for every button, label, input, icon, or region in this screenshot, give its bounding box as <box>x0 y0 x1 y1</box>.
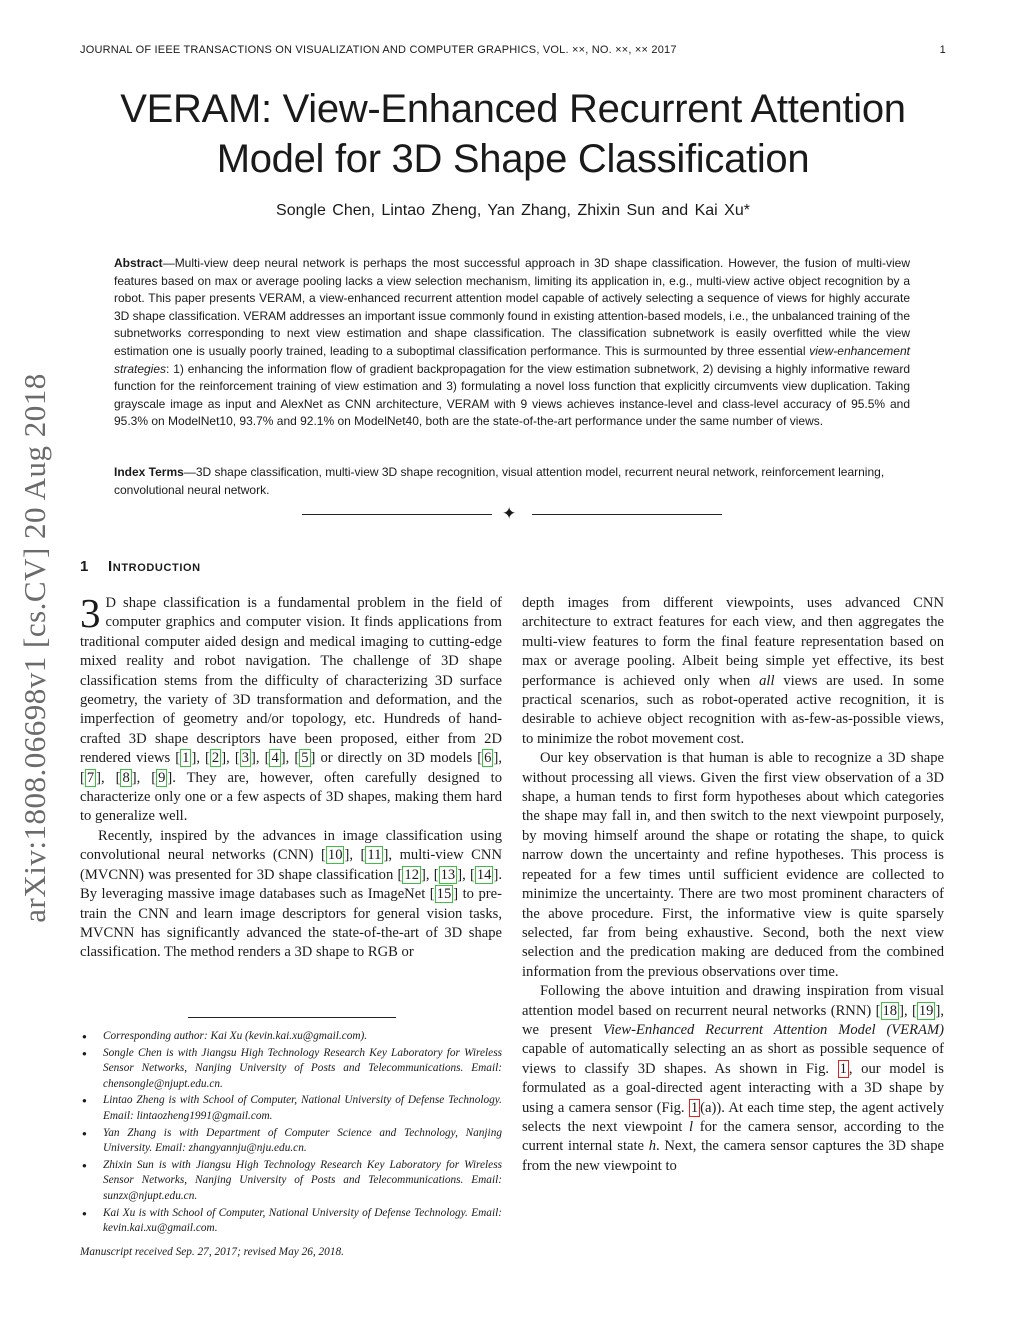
citation-link[interactable]: 14 <box>476 866 492 883</box>
dropcap: 3 <box>80 590 101 636</box>
running-header <box>80 44 946 56</box>
footnote-item: ● Kai Xu is with School of Computer, National University of Defense Technology. Email: kevin.kai.xu@gmail.com. <box>80 1206 502 1237</box>
arxiv-identifier[interactable]: arXiv:1808.06698v1 [cs.CV] 20 Aug 2018 <box>17 373 52 923</box>
abstract-emphasis: view-enhancement strategies <box>114 343 910 376</box>
index-terms-text: —3D shape classification, multi-view 3D shape recognition, visual attention model, recurrent neural network, reinforcement learning, convolutional neural network. <box>114 465 885 497</box>
citation-link[interactable]: 13 <box>440 866 456 883</box>
abstract <box>114 255 910 431</box>
footnote-item: ● Songle Chen is with Jiangsu High Technology Research Key Laboratory for Wireless Sensor Networks, Nanjing University of Posts and Telecommunications. Email: chensongle@njupt.edu.cn. <box>80 1046 502 1093</box>
footnotes <box>80 1029 502 1260</box>
author-list: Songle Chen, Lintao Zheng, Yan Zhang, Zhixin Sun and Kai Xu* <box>276 202 750 219</box>
footnote-item: ● Corresponding author: Kai Xu (kevin.kai.xu@gmail.com). <box>80 1029 502 1045</box>
section-heading <box>80 558 201 575</box>
right-column <box>522 594 944 1176</box>
citation-link[interactable]: 9 <box>158 769 166 786</box>
math-variable: l <box>689 1118 694 1135</box>
intro-text: capable of automatically selecting an as short as possible sequence of views to classify 3D shapes. As shown in Fig. <box>522 1041 944 1077</box>
intro-text: . Next, the camera sensor captures the 3D shape from the new viewpoint to <box>522 1138 944 1174</box>
index-terms <box>114 464 910 499</box>
intro-paragraph-5: Following the above intuition and drawing inspiration from visual attention model based on recurrent neural networks (RNN) [ 18 ], [ 19 ], we present View-Enhanced Recurrent Attention Model (VERAM) capable of automatically selecting an as short as possible sequence of views to classify 3D shapes. As shown in Fig. 1 , our model is formulated as a goal-directed agent interacting with a 3D shape by using a camera sensor (Fig. 1 (a)). At each time step, the agent actively selects the next viewpoint l for the camera sensor, according to the current internal state h. Next, the camera sensor captures the 3D shape from the new viewpoint to <box>522 983 945 1174</box>
intro-paragraph-2: Recently, inspired by the advances in image classification using convolutional neural networks (CNN) [ 10 ], [ 11 ], multi-view CNN (MVCNN) was presented for 3D shape classification [ 12 ], [ 13 ], [ 14 ]. By leveraging massive image databases such as ImageNet [ 15 ] to pre-train the CNN and learn image descriptors for general vision tasks, MVCNN has significantly advanced the state-of-the-art of 3D shape classification. The method renders a 3D shape to RGB or <box>80 827 502 961</box>
figure-link[interactable]: 1 <box>839 1060 847 1077</box>
intro-text: Recently, inspired by the advances in image classification using convolutional neural networks (CNN) <box>80 827 502 864</box>
intro-text: , our model is formulated as a goal-directed agent interacting with a 3D shape by using a camera sensor (Fig. <box>522 1060 944 1116</box>
citation-link[interactable]: 19 <box>918 1002 934 1019</box>
citation-link[interactable]: 4 <box>271 750 279 767</box>
divider-line-left <box>302 514 492 515</box>
emphasis: View-Enhanced Recurrent Attention Model (VERAM) <box>603 1021 944 1038</box>
section-divider <box>302 505 722 525</box>
intro-paragraph-4: Our key observation is that human is able to recognize a 3D shape without processing all views. Given the first view observation of a 3D shape, a human tends to first form hypotheses about which categories the shape may fall in, and then switch to the next viewpoint purposely, by moving himself around the shape or rotating the shape, to quick narrow down the uncertainty and refine hypotheses. This process is repeated for a few times until sufficient evidence are collected to minimize the uncertainty. There are two most prominent characters of the above procedure. First, the informative view is quite sparsely selected, far from being exhaustive. Second, both the next view selection and the predication making are deduced from the combined information from the previous observations over time. <box>522 750 944 980</box>
intro-text: for the camera sensor, according to the current internal state <box>522 1118 944 1155</box>
math-variable: h <box>648 1138 657 1155</box>
citation-link[interactable]: 1 <box>182 750 190 767</box>
intro-text: (a)). At each time step, the agent actively selects the next viewpoint <box>522 1099 945 1135</box>
index-terms-label: Index Terms <box>114 465 184 479</box>
footnote-item: ● Zhixin Sun is with Jiangsu High Technology Research Key Laboratory for Wireless Sensor Networks, Nanjing University of Posts and Telecommunications. Email: sunzx@njupt.edu.cn. <box>80 1158 502 1205</box>
abstract-label: Abstract <box>114 256 163 270</box>
citation-link[interactable]: 15 <box>436 886 452 903</box>
intro-text: , multi-view CNN (MVCNN) was presented for 3D shape classification <box>80 847 502 883</box>
emphasis: all <box>759 672 775 689</box>
intro-text: views are used. In some practical scenarios, such as robot-operated active recognition, it is desirable to achieve object recognition with as-few-as-possible views, to minimize the robot movement cost. <box>522 672 944 747</box>
intro-text: D shape classification is a fundamental problem in the field of computer graphics and computer vision. It finds applications from traditional computer aided design and medical imaging to cutting-edge mixed reality and robot navigation. The challenge of 3D shape classification stems from the difficulty of characterizing 3D surface geometry, the variety of 3D transformation and deformation, and the imperfection of geometry and/or topology, etc. Hundreds of hand-crafted 3D shape descriptors have been proposed, either from 2D rendered views <box>80 595 502 767</box>
divider-star-icon: ✦ <box>502 504 517 524</box>
left-column <box>80 590 502 963</box>
abstract-text-1: —Multi-view deep neural network is perhaps the most successful approach in 3D shape classification. However, the fusion of multi-view features based on max or average pooling lacks a view selection mechanism, limiting its application in, e.g., multi-view active object recognition by a robot. This paper presents VERAM, a view-enhanced recurrent attention model capable of actively selecting a sequence of views for highly accurate 3D shape classification. VERAM addresses an important issue commonly found in existing attention-based models, i.e., the unbalanced training of the subnetworks corresponding to next view estimation and shape classification. The classification subnetwork is easily overfitted while the view estimation one is usually poorly trained, leading to a suboptimal classification performance. This is surmounted by three essential <box>114 256 910 358</box>
footnote-rule <box>188 1017 396 1018</box>
journal-name: JOURNAL OF IEEE TRANSACTIONS ON VISUALIZATION AND COMPUTER GRAPHICS, VOL. ××, NO. ××, ×× 2017 <box>80 44 677 56</box>
intro-text: Following the above intuition and drawing inspiration from visual attention model based on recurrent neural networks (RNN) <box>522 983 944 1019</box>
citation-link[interactable]: 7 <box>86 769 95 786</box>
section-number: 1 <box>80 558 89 575</box>
intro-text: . By leveraging massive image databases such as ImageNet <box>80 866 502 903</box>
intro-paragraph-1: 3 D shape classification is a fundamental problem in the field of computer graphics and computer vision. It finds applications from traditional computer aided design and medical imaging to cutting-edge mixed reality and robot navigation. The challenge of 3D shape classification stems from the difficulty of characterizing 3D surface geometry, the variety of 3D transformation and deformation, and the imperfection of geometry and/or topology, etc. Hundreds of hand-crafted 3D shape descriptors have been proposed, either from 2D rendered views [ 1 ], [ 2 ], [ 3 ], [ 4 ], [ 5 ] or directly on 3D models [ 6 ], [ 7 ], [ 8 ], [ 9 ]. They are, however, often carefully designed to characterize only one or a few aspects of 3D shapes, making them hard to generalize well. <box>80 590 502 825</box>
footnote-item: ● Lintao Zheng is with School of Computer, National University of Defense Technology. Email: lintaozheng1991@gmail.com. <box>80 1093 502 1124</box>
abstract-text-2: : 1) enhancing the information flow of gradient backpropagation for the view estimation subnetwork, 2) devising a highly informative reward function for the reinforcement training of view estimation and 3) formulating a novel loss function that explicitly circumvents view duplication. Taking grayscale image as input and AlexNet as CNN architecture, VERAM with 9 views achieves instance-level and class-level accuracy of 95.5% and 95.3% on ModelNet10, 93.7% and 92.1% on ModelNet40, both are the state-of-the-art performance under the same number of views. <box>114 361 910 429</box>
citation-link[interactable]: 11 <box>367 847 382 864</box>
figure-link[interactable]: 1 <box>690 1099 699 1116</box>
section-title: Introduction <box>108 558 201 575</box>
citation-link[interactable]: 8 <box>122 769 130 786</box>
divider-line-right <box>532 514 722 515</box>
citation-link[interactable]: 3 <box>241 750 249 767</box>
citation-link[interactable]: 5 <box>301 750 309 767</box>
manuscript-note: Manuscript received Sep. 27, 2017; revised May 26, 2018. <box>80 1245 344 1258</box>
citation-link[interactable]: 6 <box>484 750 492 767</box>
citation-link[interactable]: 12 <box>404 866 419 883</box>
citation-link[interactable]: 10 <box>327 847 343 864</box>
citation-link[interactable]: 18 <box>882 1002 898 1019</box>
intro-text: to pre-train the CNN and learn image descriptors for general vision tasks, MVCNN has significantly advanced the state-of-the-art of 3D shape classification. The method renders a 3D shape to RGB or <box>80 886 502 961</box>
page-number: 1 <box>939 44 946 56</box>
intro-paragraph-3 <box>522 594 944 749</box>
intro-text: . They are, however, often carefully designed to characterize only one or a few aspects of 3D shapes, making them hard to generalize well. <box>80 769 502 825</box>
intro-text: depth images from different viewpoints, uses advanced CNN architecture to extract features for each view, and then aggregates the multi-view features to form the final feature representation based on max or average pooling. Albeit being simple yet effective, its best performance is achieved only when <box>522 595 944 689</box>
footnote-item: ● Yan Zhang is with Department of Computer Science and Technology, Nanjing University. Email: zhangyannju@nju.edu.cn. <box>80 1126 502 1157</box>
intro-text: or directly on 3D models <box>315 750 478 767</box>
paper-title: VERAM: View-Enhanced Recurrent Attention Model for 3D Shape Classification <box>120 87 906 181</box>
citation-link[interactable]: 2 <box>211 750 220 767</box>
intro-text: , we present <box>522 1002 944 1038</box>
